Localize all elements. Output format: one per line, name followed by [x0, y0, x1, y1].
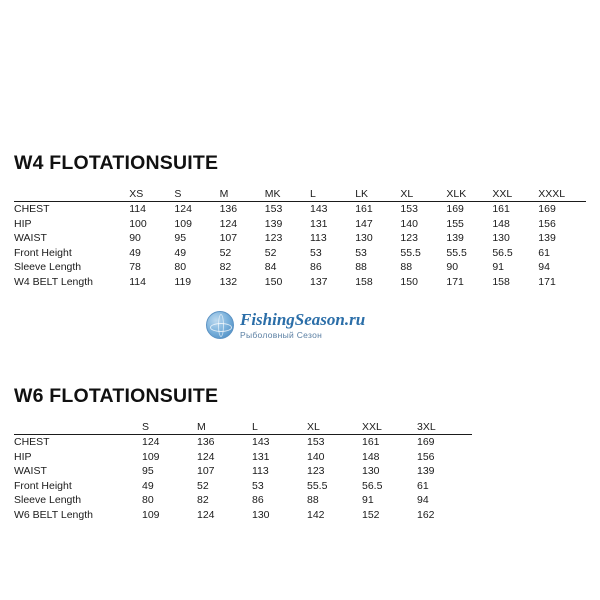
cell: 137	[310, 275, 328, 288]
cell: 148	[362, 450, 380, 463]
cell: 95	[142, 465, 154, 477]
cell: 49	[142, 479, 154, 492]
cell: 53	[355, 246, 367, 259]
cell: 161	[362, 436, 380, 448]
table-row	[14, 508, 472, 523]
cell: 140	[400, 217, 418, 230]
cell: 139	[264, 217, 283, 230]
cell: 124	[197, 450, 215, 463]
cell: 114	[129, 275, 146, 288]
column-header: L	[310, 183, 355, 202]
table-row	[14, 493, 472, 508]
cell: 158	[492, 275, 510, 288]
cell: 153	[307, 436, 325, 448]
table-row	[14, 464, 472, 479]
table-row	[14, 202, 586, 217]
cell: 94	[538, 261, 550, 273]
cell: 61	[417, 479, 429, 492]
row-label: WAIST	[14, 465, 47, 477]
cell: 80	[174, 261, 187, 273]
cell: 52	[264, 246, 277, 259]
cell: 90	[446, 261, 459, 273]
row-label: CHEST	[14, 436, 50, 448]
cell: 113	[252, 465, 269, 477]
column-header: LK	[355, 183, 400, 202]
row-label: Sleeve Length	[14, 494, 82, 506]
cell: 90	[129, 232, 141, 244]
cell: 82	[219, 261, 232, 273]
cell: 124	[197, 508, 215, 521]
cell: 143	[252, 436, 270, 448]
cell: 124	[219, 217, 238, 230]
column-header: XL	[400, 183, 446, 202]
table-row	[14, 479, 472, 494]
block-title-w4: W4 FLOTATIONSUITE	[14, 152, 219, 174]
size-table-w4	[14, 183, 586, 289]
table-body-w4	[14, 202, 586, 290]
cell: 123	[307, 465, 325, 477]
table-header-row	[14, 416, 472, 435]
table-body-w6	[14, 435, 472, 523]
row-label: Sleeve Length	[14, 261, 82, 273]
cell: 49	[174, 246, 187, 259]
cell: 148	[492, 217, 510, 230]
cell: 109	[142, 450, 160, 463]
cell: 169	[417, 436, 435, 448]
cell: 88	[400, 261, 413, 273]
cell: 161	[355, 203, 373, 215]
block-title-w6: W6 FLOTATIONSUITE	[14, 385, 219, 407]
row-label: HIP	[14, 217, 32, 230]
watermark-subtitle: Рыболовный Сезон	[240, 329, 323, 340]
table-row	[14, 231, 586, 246]
column-header: S	[142, 416, 197, 435]
column-header: XXL	[362, 416, 417, 435]
cell: 150	[400, 275, 418, 288]
cell: 55.5	[307, 479, 328, 492]
cell: 158	[355, 275, 373, 288]
column-header: XXL	[492, 183, 538, 202]
column-header: MK	[265, 183, 310, 202]
cell: 107	[197, 465, 215, 477]
cell: 169	[538, 203, 556, 215]
cell: 100	[129, 217, 147, 230]
cell: 88	[355, 261, 367, 273]
cell: 142	[307, 508, 325, 521]
table-row	[14, 450, 472, 465]
cell: 130	[252, 508, 270, 521]
cell: 156	[417, 450, 435, 463]
row-label: W4 BELT Length	[14, 275, 93, 288]
table-row	[14, 260, 586, 275]
cell: 56.5	[362, 479, 383, 492]
cell: 130	[355, 232, 373, 244]
cell: 55.5	[446, 246, 467, 259]
row-label: Front Height	[14, 479, 72, 492]
cell: 123	[264, 232, 283, 244]
cell: 53	[252, 479, 264, 492]
cell: 153	[400, 203, 418, 215]
table-row	[14, 435, 472, 450]
column-header: M	[197, 416, 252, 435]
column-header	[14, 183, 129, 202]
cell: 131	[310, 217, 328, 230]
cell: 52	[197, 479, 209, 492]
cell: 124	[142, 436, 160, 448]
cell: 91	[492, 261, 504, 273]
cell: 155	[446, 217, 464, 230]
row-label: CHEST	[14, 203, 50, 215]
column-header: S	[174, 183, 219, 202]
cell: 132	[219, 275, 238, 288]
cell: 171	[446, 275, 464, 288]
cell: 91	[362, 494, 374, 506]
row-label: Front Height	[14, 246, 72, 259]
cell: 113	[310, 232, 327, 244]
cell: 78	[129, 261, 141, 273]
cell: 49	[129, 246, 141, 259]
cell: 114	[129, 203, 146, 215]
cell: 169	[446, 203, 464, 215]
cell: 55.5	[400, 246, 421, 259]
cell: 153	[264, 203, 283, 215]
cell: 162	[417, 508, 435, 521]
column-header	[14, 416, 142, 435]
column-header: XLK	[446, 183, 492, 202]
table-row	[14, 217, 586, 232]
cell: 94	[417, 494, 429, 506]
cell: 150	[264, 275, 283, 288]
cell: 119	[174, 275, 192, 288]
cell: 130	[362, 465, 380, 477]
cell: 80	[142, 494, 154, 506]
table-head-w6	[14, 416, 472, 435]
cell: 136	[219, 203, 238, 215]
cell: 109	[142, 508, 160, 521]
column-header: XXXL	[538, 183, 586, 202]
cell: 124	[174, 203, 192, 215]
table-row	[14, 275, 586, 290]
column-header: XS	[129, 183, 174, 202]
cell: 107	[219, 232, 238, 244]
size-table-w6	[14, 416, 472, 522]
cell: 53	[310, 246, 322, 259]
column-header: L	[252, 416, 307, 435]
cell: 131	[252, 450, 270, 463]
watermark	[206, 305, 406, 345]
size-chart-block-w6	[14, 385, 586, 522]
column-header: XL	[307, 416, 362, 435]
cell: 156	[538, 217, 556, 230]
cell: 139	[417, 465, 435, 477]
cell: 139	[446, 232, 464, 244]
cell: 171	[538, 275, 556, 288]
row-label: W6 BELT Length	[14, 508, 93, 521]
cell: 109	[174, 217, 192, 230]
cell: 84	[264, 261, 277, 273]
cell: 61	[538, 246, 550, 259]
cell: 136	[197, 436, 215, 448]
cell: 56.5	[492, 246, 513, 259]
cell: 95	[174, 232, 187, 244]
cell: 82	[197, 494, 209, 506]
row-label: WAIST	[14, 232, 47, 244]
cell: 147	[355, 217, 373, 230]
table-row	[14, 246, 586, 261]
cell: 139	[538, 232, 556, 244]
size-chart-block-w4	[14, 152, 586, 289]
watermark-title: FishingSeason.ru	[240, 309, 366, 329]
cell: 123	[400, 232, 418, 244]
table-head-w4	[14, 183, 586, 202]
cell: 161	[492, 203, 510, 215]
cell: 86	[310, 261, 322, 273]
cell: 140	[307, 450, 325, 463]
cell: 143	[310, 203, 328, 215]
column-header: 3XL	[417, 416, 472, 435]
globe-icon	[206, 311, 234, 339]
cell: 88	[307, 494, 319, 506]
cell: 52	[219, 246, 232, 259]
cell: 130	[492, 232, 510, 244]
cell: 152	[362, 508, 380, 521]
column-header: M	[220, 183, 265, 202]
table-header-row	[14, 183, 586, 202]
watermark-text	[240, 311, 365, 340]
row-label: HIP	[14, 450, 32, 463]
cell: 86	[252, 494, 264, 506]
